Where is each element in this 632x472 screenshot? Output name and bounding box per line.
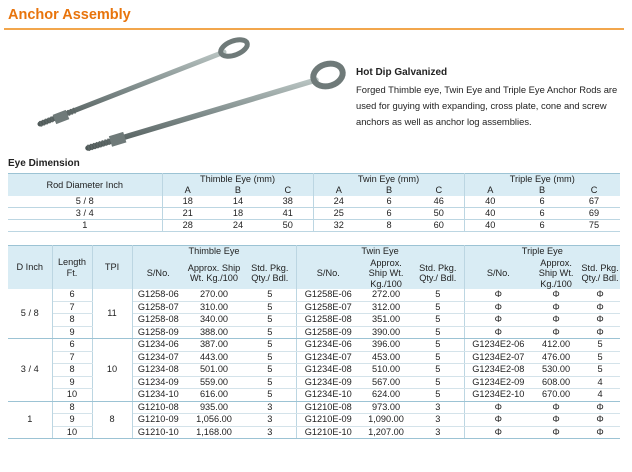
sno-cell: G1210E-09 [296,414,360,427]
sno-cell: G1258E-08 [296,314,360,327]
pkg-cell: 5 [412,314,464,327]
eye-dimension-cell: 24 [313,196,364,208]
sno-cell: G1258E-07 [296,301,360,314]
pkg-cell: Φ [580,301,620,314]
pkg-cell: 5 [412,301,464,314]
triple-a-header: A [464,185,516,196]
triple-eye-mm-header: Triple Eye (mm) [464,174,620,186]
sno-cell: G1234E-09 [296,376,360,389]
weight-cell: 412.00 [532,339,580,352]
twin-pkg-header: Std. Pkg. Qty./ Bdl. [412,258,464,290]
spec-table-row [8,339,620,352]
tpi-cell: 10 [92,339,132,402]
eye-dimension-row [8,208,620,220]
weight-cell: 310.00 [184,301,244,314]
sno-cell: G1258-07 [132,301,184,314]
sno-cell: Φ [464,414,532,427]
eye-dimension-cell: 18 [162,196,213,208]
twin-eye-rod [88,60,346,148]
sno-cell: G1258-06 [132,289,184,301]
weight-cell: Φ [532,326,580,339]
thimble-eye-mm-header: Thimble Eye (mm) [162,174,313,186]
weight-cell: 1,090.00 [360,414,412,427]
weight-cell: Φ [532,401,580,414]
eye-dimension-cell: 6 [364,208,414,220]
pkg-cell: 5 [412,289,464,301]
length-cell: 9 [52,326,92,339]
pkg-cell: 5 [244,376,296,389]
weight-cell: Φ [532,301,580,314]
weight-cell: Φ [532,314,580,327]
triple-c-header: C [568,185,620,196]
pkg-cell: 3 [412,426,464,439]
weight-cell: 510.00 [360,364,412,377]
thimble-pkg-header: Std. Pkg. Qty./ Bdl. [244,258,296,290]
twin-weight-header: Approx. Ship Wt. Kg./100 [360,258,412,290]
anchor-spec-table [8,245,620,439]
triple-pkg-header: Std. Pkg. Qty./ Bdl. [580,258,620,290]
thimble-b-header: B [213,185,263,196]
weight-cell: 624.00 [360,389,412,402]
eye-dimension-cell: 69 [568,208,620,220]
rod-diameter-cell: 5 / 8 [8,196,162,208]
sno-cell: G1234E-07 [296,351,360,364]
description-heading: Hot Dip Galvanized [356,67,448,78]
sno-cell: G1234E2-06 [464,339,532,352]
thimble-eye-header: Thimble Eye [132,246,296,258]
twin-c-header: C [414,185,464,196]
pkg-cell: 5 [244,314,296,327]
weight-cell: 1,168.00 [184,426,244,439]
weight-cell: 973.00 [360,401,412,414]
eye-dimension-row [8,196,620,208]
pkg-cell: 4 [580,389,620,402]
eye-dimension-cell: 38 [263,196,313,208]
sno-cell: G1234E-08 [296,364,360,377]
rod-diameter-header: Rod Diameter Inch [8,174,162,197]
weight-cell: 312.00 [360,301,412,314]
diameter-cell: 1 [8,401,52,439]
weight-cell: 351.00 [360,314,412,327]
weight-cell: 476.00 [532,351,580,364]
twin-eye-mm-header: Twin Eye (mm) [313,174,464,186]
eye-dimension-cell: 60 [414,220,464,232]
weight-cell: 272.00 [360,289,412,301]
thimble-a-header: A [162,185,213,196]
diameter-cell: 3 / 4 [8,339,52,402]
eye-dimension-cell: 50 [263,220,313,232]
sno-cell: Φ [464,301,532,314]
sno-cell: G1234-09 [132,376,184,389]
eye-dimension-table [8,173,620,232]
sno-cell: G1210E-10 [296,426,360,439]
pkg-cell: 5 [412,376,464,389]
weight-cell: Φ [532,289,580,301]
length-cell: 6 [52,339,92,352]
pkg-cell: Φ [580,289,620,301]
length-cell: 9 [52,414,92,427]
length-cell: 7 [52,351,92,364]
weight-cell: 388.00 [184,326,244,339]
twin-eye-header: Twin Eye [296,246,464,258]
thimble-c-header: C [263,185,313,196]
weight-cell: 270.00 [184,289,244,301]
eye-dimension-cell: 6 [516,220,568,232]
pkg-cell: 4 [580,376,620,389]
sno-cell: G1234E-06 [296,339,360,352]
pkg-cell: 3 [244,426,296,439]
eye-dimension-cell: 14 [213,196,263,208]
eye-dimension-cell: 21 [162,208,213,220]
eye-dimension-row [8,220,620,232]
rod-diameter-cell: 3 / 4 [8,208,162,220]
eye-dimension-cell: 8 [364,220,414,232]
spec-table-row [8,289,620,301]
sno-cell: Φ [464,314,532,327]
pkg-cell: 5 [244,289,296,301]
pkg-cell: 5 [580,364,620,377]
pkg-cell: 5 [412,326,464,339]
rod-diameter-cell: 1 [8,220,162,232]
weight-cell: Φ [532,426,580,439]
twin-b-header: B [364,185,414,196]
weight-cell: Φ [532,414,580,427]
eye-dimension-cell: 6 [364,196,414,208]
thimble-sno-header: S/No. [132,258,184,290]
weight-cell: 559.00 [184,376,244,389]
sno-cell: G1258E-06 [296,289,360,301]
sno-cell: G1234E2-07 [464,351,532,364]
eye-dimension-cell: 18 [213,208,263,220]
title-divider [4,28,624,30]
weight-cell: 390.00 [360,326,412,339]
sno-cell: G1234E2-08 [464,364,532,377]
eye-dimension-cell: 25 [313,208,364,220]
length-cell: 10 [52,389,92,402]
pkg-cell: 5 [244,351,296,364]
weight-cell: 567.00 [360,376,412,389]
eye-dimension-cell: 6 [516,208,568,220]
weight-cell: 501.00 [184,364,244,377]
tpi-header: TPI [92,246,132,290]
sno-cell: G1234-07 [132,351,184,364]
eye-dimension-cell: 41 [263,208,313,220]
eye-dimension-cell: 6 [516,196,568,208]
sno-cell: Φ [464,401,532,414]
thimble-weight-header: Approx. Ship Wt. Kg./100 [184,258,244,290]
pkg-cell: 5 [244,301,296,314]
weight-cell: 387.00 [184,339,244,352]
tpi-cell: 11 [92,289,132,339]
weight-cell: 443.00 [184,351,244,364]
pkg-cell: 5 [412,389,464,402]
weight-cell: 608.00 [532,376,580,389]
weight-cell: 1,056.00 [184,414,244,427]
triple-sno-header: S/No. [464,258,532,290]
tpi-cell: 8 [92,401,132,439]
twin-sno-header: S/No. [296,258,360,290]
pkg-cell: 5 [580,339,620,352]
spec-table-row [8,401,620,414]
weight-cell: 935.00 [184,401,244,414]
pkg-cell: 3 [244,414,296,427]
length-cell: 8 [52,314,92,327]
eye-dimension-title: Eye Dimension [8,158,80,169]
pkg-cell: Φ [580,326,620,339]
sno-cell: G1234E2-10 [464,389,532,402]
length-cell: 6 [52,289,92,301]
triple-b-header: B [516,185,568,196]
weight-cell: 340.00 [184,314,244,327]
page-title: Anchor Assembly [8,7,131,23]
weight-cell: 530.00 [532,364,580,377]
sno-cell: G1234-06 [132,339,184,352]
length-cell: 10 [52,426,92,439]
pkg-cell: 3 [412,414,464,427]
sno-cell: G1234-08 [132,364,184,377]
eye-dimension-cell: 40 [464,220,516,232]
description-text: Forged Thimble eye, Twin Eye and Triple Eye Anchor Rods are used for guying with expanding, cross plate, cone and screw anchors as well as anchor log assemblies. [356,84,618,127]
pkg-cell: 5 [412,364,464,377]
pkg-cell: 5 [244,326,296,339]
length-cell: 9 [52,376,92,389]
triple-weight-header: Approx. Ship Wt. Kg./100 [532,258,580,290]
eye-dimension-cell: 50 [414,208,464,220]
weight-cell: 670.00 [532,389,580,402]
eye-dimension-cell: 75 [568,220,620,232]
sno-cell: G1210-09 [132,414,184,427]
sno-cell: Φ [464,426,532,439]
pkg-cell: Φ [580,414,620,427]
pkg-cell: 3 [244,401,296,414]
sno-cell: G1234E-10 [296,389,360,402]
length-header: Length Ft. [52,246,92,290]
weight-cell: 1,207.00 [360,426,412,439]
length-cell: 7 [52,301,92,314]
sno-cell: Φ [464,289,532,301]
eye-dimension-cell: 24 [213,220,263,232]
twin-a-header: A [313,185,364,196]
weight-cell: 616.00 [184,389,244,402]
pkg-cell: Φ [580,401,620,414]
pkg-cell: 5 [244,389,296,402]
pkg-cell: Φ [580,426,620,439]
pkg-cell: 5 [244,364,296,377]
pkg-cell: Φ [580,314,620,327]
eye-dimension-cell: 40 [464,196,516,208]
pkg-cell: 3 [412,401,464,414]
sno-cell: G1234-10 [132,389,184,402]
sno-cell: G1234E2-09 [464,376,532,389]
sno-cell: Φ [464,326,532,339]
pkg-cell: 5 [412,351,464,364]
anchor-rods-photo [28,36,348,154]
sno-cell: G1258-08 [132,314,184,327]
triple-eye-header: Triple Eye [464,246,620,258]
pkg-cell: 5 [580,351,620,364]
pkg-cell: 5 [244,339,296,352]
length-cell: 8 [52,364,92,377]
sno-cell: G1210-08 [132,401,184,414]
eye-dimension-cell: 67 [568,196,620,208]
sno-cell: G1210-10 [132,426,184,439]
weight-cell: 453.00 [360,351,412,364]
pkg-cell: 5 [412,339,464,352]
sno-cell: G1258E-09 [296,326,360,339]
length-cell: 8 [52,401,92,414]
eye-dimension-cell: 28 [162,220,213,232]
sno-cell: G1258-09 [132,326,184,339]
eye-dimension-cell: 40 [464,208,516,220]
diameter-cell: 5 / 8 [8,289,52,339]
diameter-header: D Inch [8,246,52,290]
eye-dimension-cell: 32 [313,220,364,232]
eye-dimension-cell: 46 [414,196,464,208]
sno-cell: G1210E-08 [296,401,360,414]
weight-cell: 396.00 [360,339,412,352]
